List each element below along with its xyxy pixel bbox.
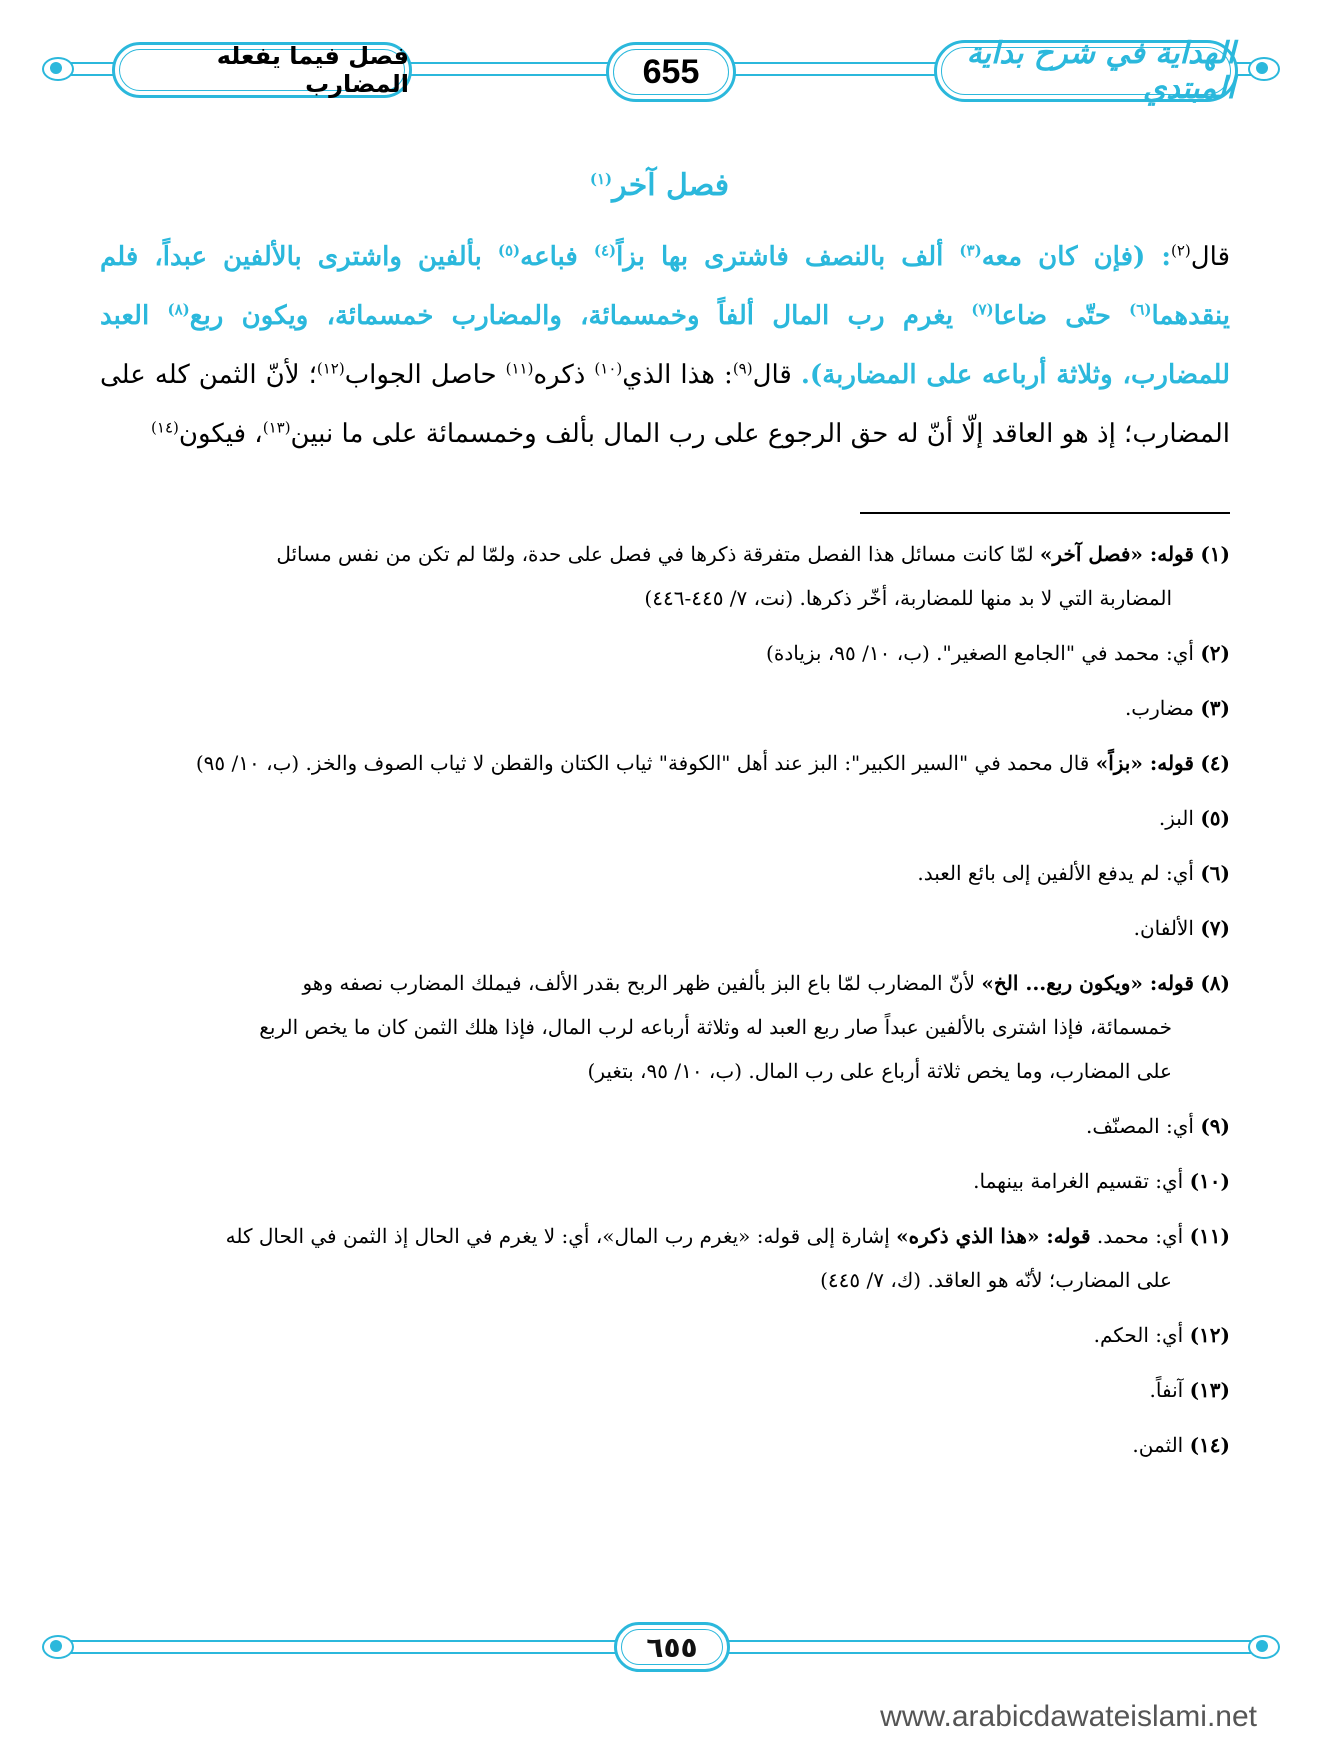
footnote-12: (١٢) أي: الحكم.	[1093, 1323, 1230, 1347]
footnote-6: (٦) أي: لم يدفع الألفين إلى بائع العبد.	[917, 861, 1230, 885]
footer-ornament-dot-right	[1256, 1640, 1268, 1652]
page-number-box	[606, 42, 736, 102]
footnote-9: (٩) أي: المصنّف.	[1085, 1114, 1230, 1138]
footer-page-number: ٦٥٥	[646, 1630, 698, 1664]
chapter-title-box	[112, 42, 412, 98]
ornament-dot-right	[1256, 62, 1268, 74]
book-title-box	[934, 36, 1238, 106]
footer-ornament-dot-left	[50, 1640, 62, 1652]
footnote-14: (١٤) الثمن.	[1132, 1433, 1230, 1457]
book-title: الهداية في شرح بداية المبتدي	[966, 36, 1235, 106]
footnotes	[100, 532, 1230, 1478]
ornament-dot-left	[50, 62, 62, 74]
footnote-5: (٥) البز.	[1158, 806, 1230, 830]
footnote-separator	[860, 512, 1230, 514]
section-title: فصل آخر$^{(١)}$	[589, 168, 730, 203]
footnote-11: (١١) أي: محمد. قوله: «هذا الذي ذكره» إشارة إلى قوله: «يغرم رب المال»، أي: لا يغرم في الحال إذ الثمن في الحال كله على المضارب؛ لأنّه هو العاقد. (ك، ٧/ ٤٤٥)	[225, 1224, 1230, 1292]
footnote-2: (٢) أي: محمد في "الجامع الصغير". (ب، ١٠/ ٩٥، بزيادة)	[766, 641, 1230, 665]
footnote-ref: (١)	[589, 170, 613, 188]
page-number: 655	[642, 52, 700, 91]
website-url[interactable]: www.arabicdawateislami.net	[880, 1700, 1257, 1733]
footnote-1: (١) قوله: «فصل آخر» لمّا كانت مسائل هذا الفصل متفرقة ذكرها في فصل على حدة، ولمّا لم تكن من نفس مسائل المضاربة التي لا بد منها للمضاربة، أخّر ذكرها. (نت، ٧/ ٤٤٥-٤٤٦)	[276, 542, 1230, 610]
footnote-10: (١٠) أي: تقسيم الغرامة بينهما.	[973, 1169, 1230, 1193]
footnote-4: (٤) قوله: «بزاً» قال محمد في "السير الكبير": البز عند أهل "الكوفة" ثياب الكتان والقطن لا ثياب الصوف والخز. (ب، ١٠/ ٩٥)	[195, 751, 1230, 775]
footnote-7: (٧) الألفان.	[1133, 916, 1230, 940]
footer-page-number-box	[614, 1622, 730, 1672]
footnote-3: (٣) مضارب.	[1124, 696, 1230, 720]
chapter-title: فصل فيما يفعله المضارب	[216, 42, 409, 98]
main-text: قال$^{(٢)}$: (فإن كان معه$^{(٣)}$ ألف بالنصف فاشترى بها بزاً$^{(٤)}$ فباعه$^{(٥)}$ بألفين واشترى بالألفين عبداً، فلم ينقدهما$^{(٦)}$ حتّى ضاعا$^{(٧)}$ يغرم رب المال ألفاً وخمسمائة، والمضارب خمسمائة، ويكون ربع$^{(٨)}$ العبد للمضارب، وثلاثة أرباعه على المضاربة). قال$^{(٩)}$: هذا الذي$^{(١٠)}$ ذكره$^{(١١)}$ حاصل الجواب$^{(١٢)}$؛ لأنّ الثمن كله على المضارب؛ إذ هو العاقد إلّا أنّ له حق الرجوع على رب المال بألف وخمسمائة على ما نبين$^{(١٣)}$، فيكون$^{(١٤)}$	[100, 241, 1231, 449]
footnote-13: (١٣) آنفاً.	[1149, 1378, 1230, 1402]
footnote-8: (٨) قوله: «ويكون ربع... الخ» لأنّ المضارب لمّا باع البز بألفين ظهر الربح بقدر الألف، فيملك المضارب نصفه وهو خمسمائة، فإذا اشترى بالألفين عبداً صار ربع العبد له وثلاثة أرباعه لرب المال، فإذا هلك الثمن كان ما يخص الربع على المضارب، وما يخص ثلاثة أرباع على رب المال. (ب، ١٠/ ٩٥، بتغير)	[259, 971, 1230, 1083]
